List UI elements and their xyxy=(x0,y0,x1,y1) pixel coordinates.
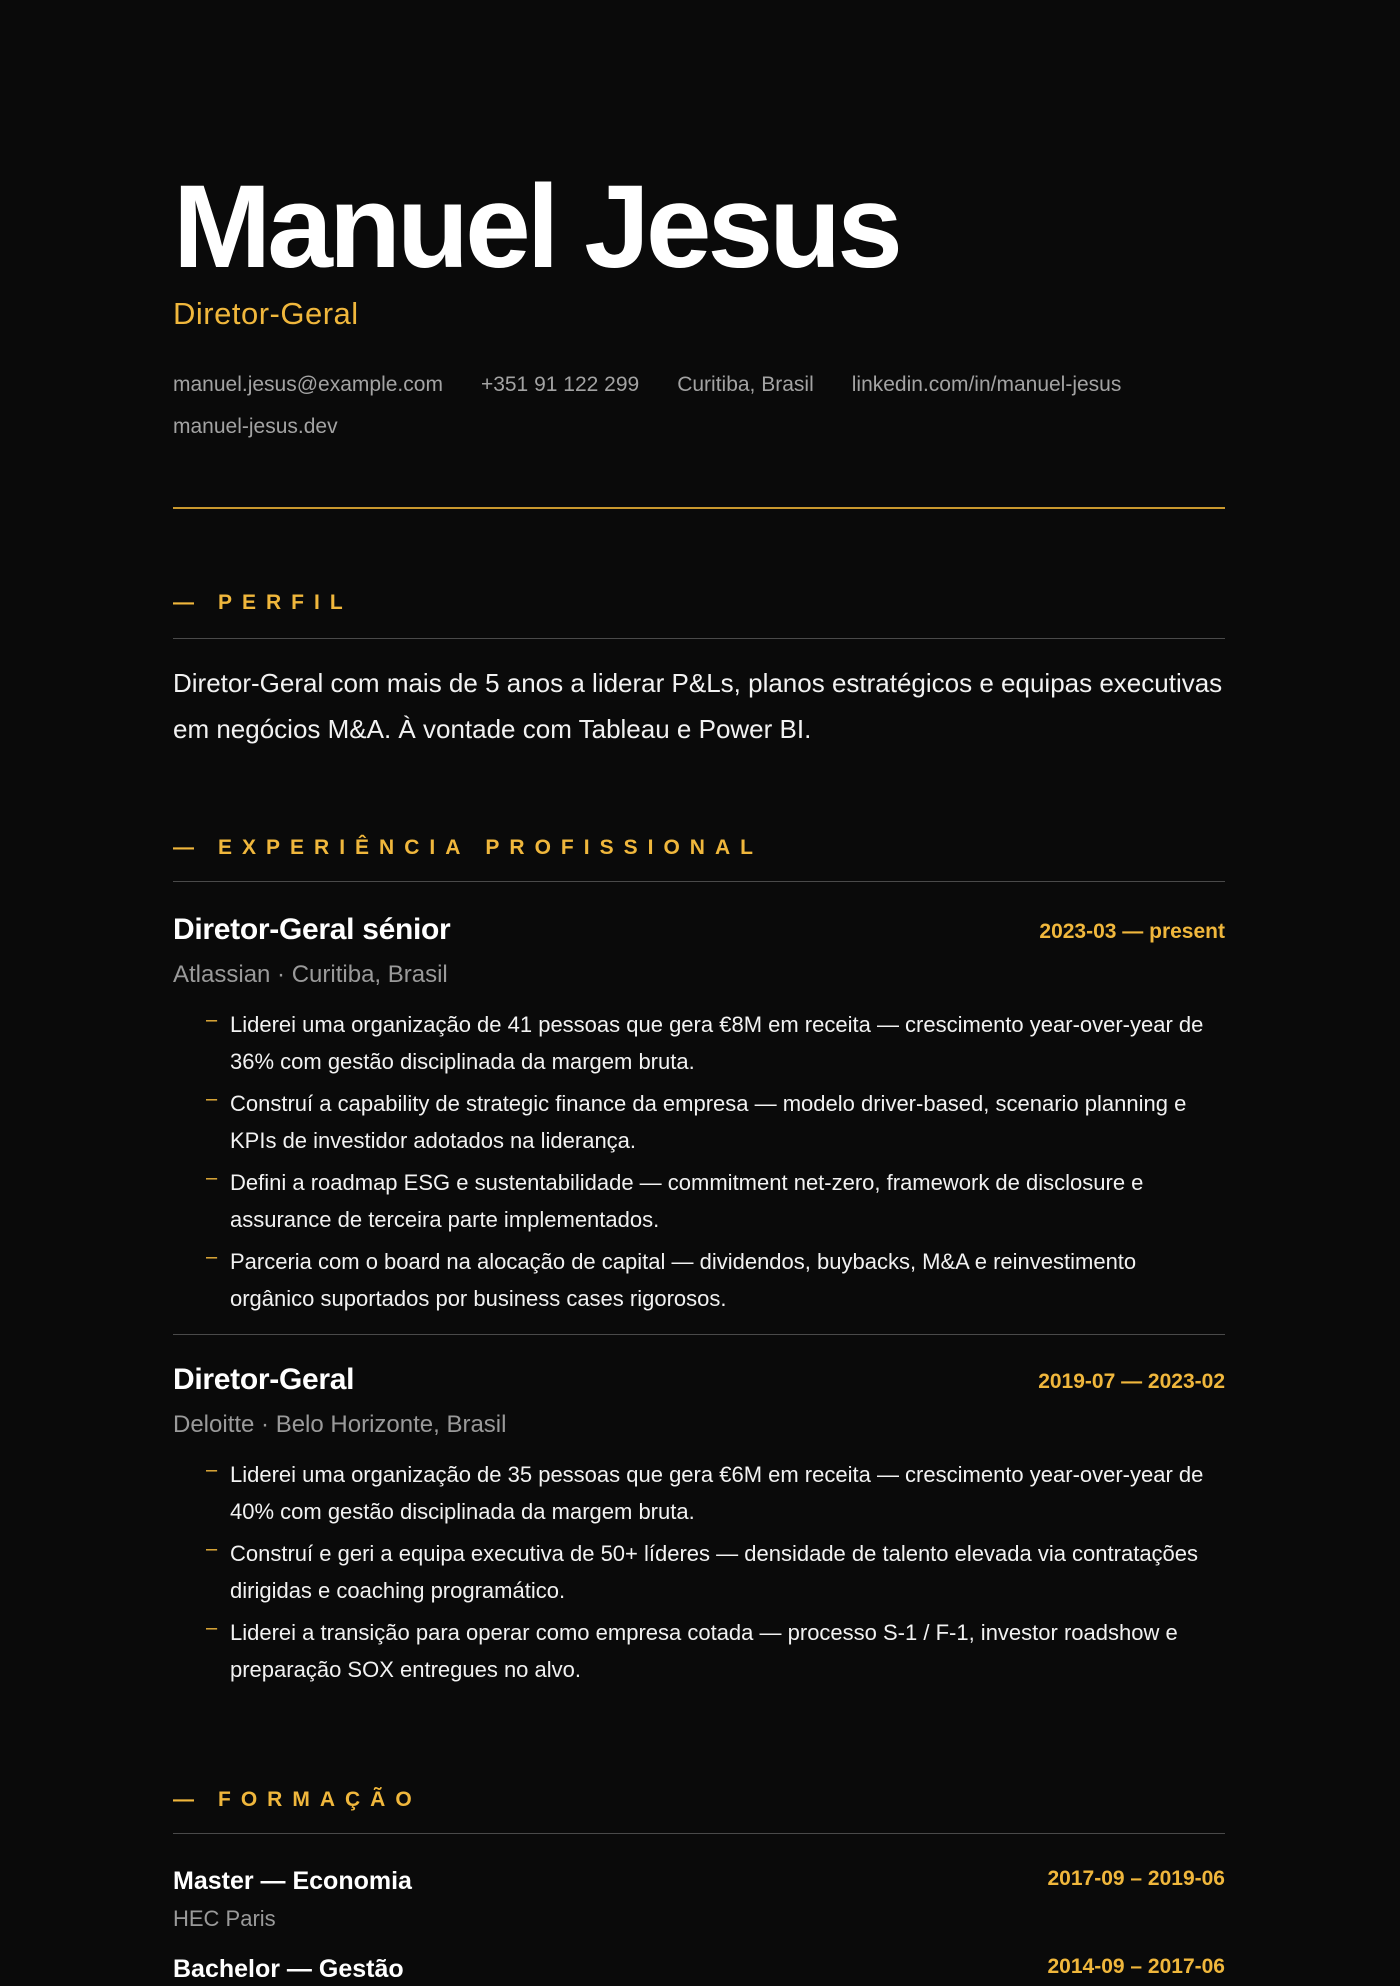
candidate-name: Manuel Jesus xyxy=(173,161,899,293)
list-item xyxy=(173,1164,1225,1238)
job-title: Diretor-Geral sénior xyxy=(173,913,451,946)
job-company: Atlassian · Curitiba, Brasil xyxy=(173,961,448,988)
job-company: Deloitte · Belo Horizonte, Brasil xyxy=(173,1411,507,1438)
section-heading-profile xyxy=(173,591,1225,625)
bullet-text: Construí a capability de strategic finance da empresa — modelo driver-based, scenario planning e KPIs de investidor adotados na liderança. xyxy=(230,1091,1187,1153)
edu-dates: 2014-09 – 2017-06 xyxy=(1047,1955,1225,1978)
job-bullets xyxy=(173,1006,1225,1322)
section-heading-education xyxy=(173,1788,1225,1822)
bullet-marker: – xyxy=(206,1009,218,1031)
section-dash: — xyxy=(173,591,194,614)
section-dash: — xyxy=(173,836,194,859)
list-item xyxy=(173,1456,1225,1530)
edu-degree: Master — Economia xyxy=(173,1867,412,1895)
job-title: Diretor-Geral xyxy=(173,1363,355,1396)
list-item xyxy=(173,1006,1225,1080)
bullet-marker: – xyxy=(206,1167,218,1189)
section-dash: — xyxy=(173,1788,194,1811)
contact-email[interactable]: manuel.jesus@example.com xyxy=(173,373,443,396)
bullet-marker: – xyxy=(206,1538,218,1560)
header-divider xyxy=(173,507,1225,509)
bullet-marker: – xyxy=(206,1617,218,1639)
section-rule-experience xyxy=(173,881,1225,882)
bullet-marker: – xyxy=(206,1459,218,1481)
contact-linkedin[interactable]: linkedin.com/in/manuel-jesus xyxy=(851,373,1122,396)
list-item xyxy=(173,1243,1225,1317)
contact-website[interactable]: manuel-jesus.dev xyxy=(173,415,338,438)
contact-phone[interactable]: +351 91 122 299 xyxy=(480,373,640,396)
bullet-text: Construí e geri a equipa executiva de 50+ líderes — densidade de talento elevada via contratações dirigidas e coaching programático. xyxy=(230,1541,1199,1603)
candidate-role: Diretor-Geral xyxy=(173,296,359,331)
bullet-text: Defini a roadmap ESG e sustentabilidade — commitment net-zero, framework de disclosure e assurance de terceira parte implementados. xyxy=(230,1170,1144,1232)
edu-school: HEC Paris xyxy=(173,1906,276,1931)
contact-location: Curitiba, Brasil xyxy=(677,373,814,396)
profile-summary: Diretor-Geral com mais de 5 anos a liderar P&Ls, planos estratégicos e equipas executivas em negócios M&A. À vontade com Tableau e Power BI. xyxy=(173,668,1223,744)
section-heading-experience xyxy=(173,836,1225,870)
section-title-experience: EXPERIÊNCIA PROFISSIONAL xyxy=(218,836,763,859)
bullet-text: Liderei a transição para operar como empresa cotada — processo S-1 / F-1, investor roadshow e preparação SOX entregues no alvo. xyxy=(230,1620,1178,1682)
bullet-text: Liderei uma organização de 35 pessoas que gera €6M em receita — crescimento year-over-year de 40% com gestão disciplinada da margem bruta. xyxy=(230,1462,1204,1524)
list-item xyxy=(173,1614,1225,1688)
bullet-text: Parceria com o board na alocação de capital — dividendos, buybacks, M&A e reinvestimento orgânico suportados por business cases rigorosos. xyxy=(230,1249,1137,1311)
job-dates: 2019-07 — 2023-02 xyxy=(1038,1370,1225,1393)
edu-degree: Bachelor — Gestão xyxy=(173,1955,404,1983)
list-item xyxy=(173,1085,1225,1159)
section-rule-profile xyxy=(173,638,1225,639)
section-title-education: FORMAÇÃO xyxy=(218,1788,422,1811)
contact-list xyxy=(173,364,1225,448)
job-bullets xyxy=(173,1456,1225,1693)
section-rule-education xyxy=(173,1833,1225,1834)
job-divider xyxy=(173,1334,1225,1335)
bullet-marker: – xyxy=(206,1246,218,1268)
job-dates: 2023-03 — present xyxy=(1039,920,1225,943)
list-item xyxy=(173,1535,1225,1609)
edu-dates: 2017-09 – 2019-06 xyxy=(1047,1867,1225,1890)
bullet-marker: – xyxy=(206,1088,218,1110)
bullet-text: Liderei uma organização de 41 pessoas que gera €8M em receita — crescimento year-over-year de 36% com gestão disciplinada da margem bruta. xyxy=(230,1012,1204,1074)
section-title-profile: PERFIL xyxy=(218,591,353,614)
